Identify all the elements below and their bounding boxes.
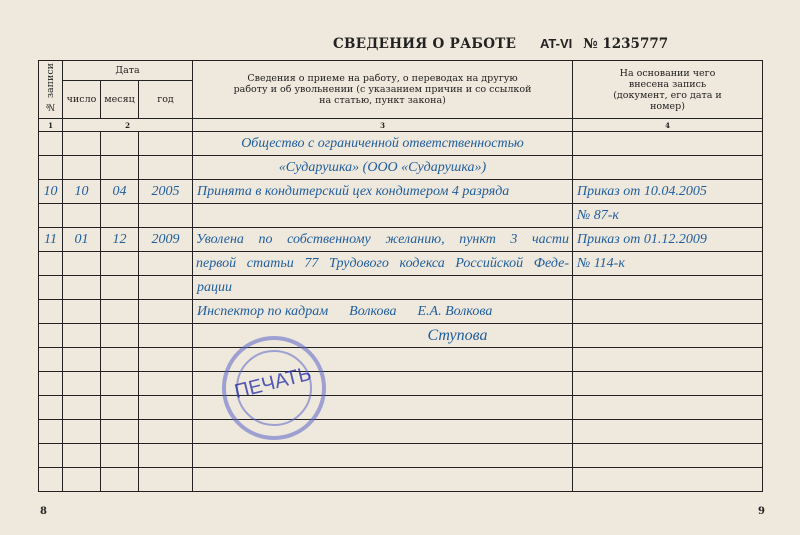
cell-info bbox=[193, 444, 573, 468]
cell-day: 01 bbox=[63, 228, 101, 252]
stamp: ПЕЧАТЬ bbox=[222, 336, 326, 440]
cell-day bbox=[63, 300, 101, 324]
cell-year bbox=[139, 468, 193, 492]
cell-day bbox=[63, 420, 101, 444]
cell-day bbox=[63, 132, 101, 156]
table-row bbox=[39, 348, 763, 372]
cell-month bbox=[101, 324, 139, 348]
cell-year bbox=[139, 252, 193, 276]
cell-month: 12 bbox=[101, 228, 139, 252]
cell-basis: Приказ от 01.12.2009 bbox=[573, 228, 763, 252]
page-title: СВЕДЕНИЯ О РАБОТЕ bbox=[333, 36, 517, 52]
cell-basis bbox=[573, 372, 763, 396]
cell-no bbox=[39, 324, 63, 348]
cell-day bbox=[63, 276, 101, 300]
cell-basis bbox=[573, 132, 763, 156]
cell-no: 11 bbox=[39, 228, 63, 252]
cell-no bbox=[39, 276, 63, 300]
cell-year bbox=[139, 372, 193, 396]
table-row bbox=[39, 156, 763, 180]
table-row bbox=[39, 324, 763, 348]
cell-month bbox=[101, 396, 139, 420]
col-index: 4 bbox=[573, 119, 763, 132]
cell-basis: № 114-к bbox=[573, 252, 763, 276]
cell-day bbox=[63, 372, 101, 396]
header-record-no: № записи bbox=[39, 61, 63, 119]
cell-year: 2005 bbox=[139, 180, 193, 204]
cell-year bbox=[139, 132, 193, 156]
cell-day bbox=[63, 348, 101, 372]
cell-basis: № 87-к bbox=[573, 204, 763, 228]
cell-info: первой статьи 77 Трудового кодекса Российской Феде- bbox=[193, 252, 573, 276]
cell-no bbox=[39, 468, 63, 492]
cell-basis bbox=[573, 420, 763, 444]
cell-year bbox=[139, 204, 193, 228]
cell-year bbox=[139, 396, 193, 420]
series: AT-VI bbox=[540, 36, 573, 51]
table-row bbox=[39, 444, 763, 468]
table-row bbox=[39, 396, 763, 420]
header-date: Дата bbox=[63, 61, 193, 81]
cell-no bbox=[39, 252, 63, 276]
cell-month bbox=[101, 444, 139, 468]
header-day: число bbox=[63, 81, 101, 119]
col-index: 3 bbox=[193, 119, 573, 132]
cell-month: 04 bbox=[101, 180, 139, 204]
cell-month bbox=[101, 348, 139, 372]
table-row bbox=[39, 180, 763, 204]
cell-no bbox=[39, 444, 63, 468]
cell-month bbox=[101, 420, 139, 444]
cell-year bbox=[139, 420, 193, 444]
cell-day bbox=[63, 156, 101, 180]
cell-year bbox=[139, 276, 193, 300]
cell-no bbox=[39, 300, 63, 324]
cell-month bbox=[101, 252, 139, 276]
cell-day: 10 bbox=[63, 180, 101, 204]
cell-year bbox=[139, 300, 193, 324]
cell-info bbox=[193, 204, 573, 228]
cell-no bbox=[39, 132, 63, 156]
cell-no bbox=[39, 204, 63, 228]
cell-no bbox=[39, 372, 63, 396]
cell-year bbox=[139, 324, 193, 348]
cell-info: рации bbox=[193, 276, 573, 300]
header-basis: На основании чего внесена запись (документ, его дата и номер) bbox=[573, 61, 763, 119]
cell-day bbox=[63, 468, 101, 492]
col-index: 1 bbox=[39, 119, 63, 132]
cell-day bbox=[63, 204, 101, 228]
header-month: месяц bbox=[101, 81, 139, 119]
cell-no bbox=[39, 156, 63, 180]
cell-year: 2009 bbox=[139, 228, 193, 252]
cell-info bbox=[193, 468, 573, 492]
cell-year bbox=[139, 156, 193, 180]
header-info: Сведения о приеме на работу, о переводах на другую работу и об увольнении (с указанием причин и со ссылкой на статью, пункт закона) bbox=[193, 61, 573, 119]
cell-year bbox=[139, 348, 193, 372]
cell-year bbox=[139, 444, 193, 468]
cell-day bbox=[63, 252, 101, 276]
cell-no: 10 bbox=[39, 180, 63, 204]
table-row bbox=[39, 300, 763, 324]
table-row bbox=[39, 468, 763, 492]
page-number-right: 9 bbox=[758, 506, 765, 517]
table-row bbox=[39, 228, 763, 252]
cell-info: Инспектор по кадрам Волкова Е.А. Волкова bbox=[193, 300, 573, 324]
cell-month bbox=[101, 276, 139, 300]
cell-basis bbox=[573, 324, 763, 348]
cell-no bbox=[39, 348, 63, 372]
cell-month bbox=[101, 300, 139, 324]
cell-basis bbox=[573, 444, 763, 468]
document-number: № 1235777 bbox=[583, 36, 669, 52]
table-row bbox=[39, 204, 763, 228]
cell-day bbox=[63, 324, 101, 348]
cell-month bbox=[101, 204, 139, 228]
cell-month bbox=[101, 468, 139, 492]
cell-info: Общество с ограниченной ответственностью bbox=[193, 132, 573, 156]
table-row bbox=[39, 132, 763, 156]
cell-day bbox=[63, 396, 101, 420]
table-row bbox=[39, 372, 763, 396]
table-row bbox=[39, 276, 763, 300]
cell-basis bbox=[573, 468, 763, 492]
cell-month bbox=[101, 372, 139, 396]
cell-info: Уволена по собственному желанию, пункт 3 части bbox=[193, 228, 573, 252]
cell-basis bbox=[573, 348, 763, 372]
cell-info: «Сударушка» (ООО «Сударушка») bbox=[193, 156, 573, 180]
cell-month bbox=[101, 132, 139, 156]
cell-month bbox=[101, 156, 139, 180]
cell-day bbox=[63, 444, 101, 468]
work-record-table bbox=[38, 60, 763, 492]
cell-basis bbox=[573, 276, 763, 300]
cell-info: Принята в кондитерский цех кондитером 4 разряда bbox=[193, 180, 573, 204]
cell-basis bbox=[573, 156, 763, 180]
table-row bbox=[39, 420, 763, 444]
cell-basis bbox=[573, 396, 763, 420]
cell-info: Ступова bbox=[193, 324, 573, 348]
cell-no bbox=[39, 396, 63, 420]
header-year: год bbox=[139, 81, 193, 119]
cell-basis: Приказ от 10.04.2005 bbox=[573, 180, 763, 204]
cell-basis bbox=[573, 300, 763, 324]
col-index: 2 bbox=[63, 119, 193, 132]
cell-no bbox=[39, 420, 63, 444]
page-number-left: 8 bbox=[40, 506, 47, 517]
table-row bbox=[39, 252, 763, 276]
